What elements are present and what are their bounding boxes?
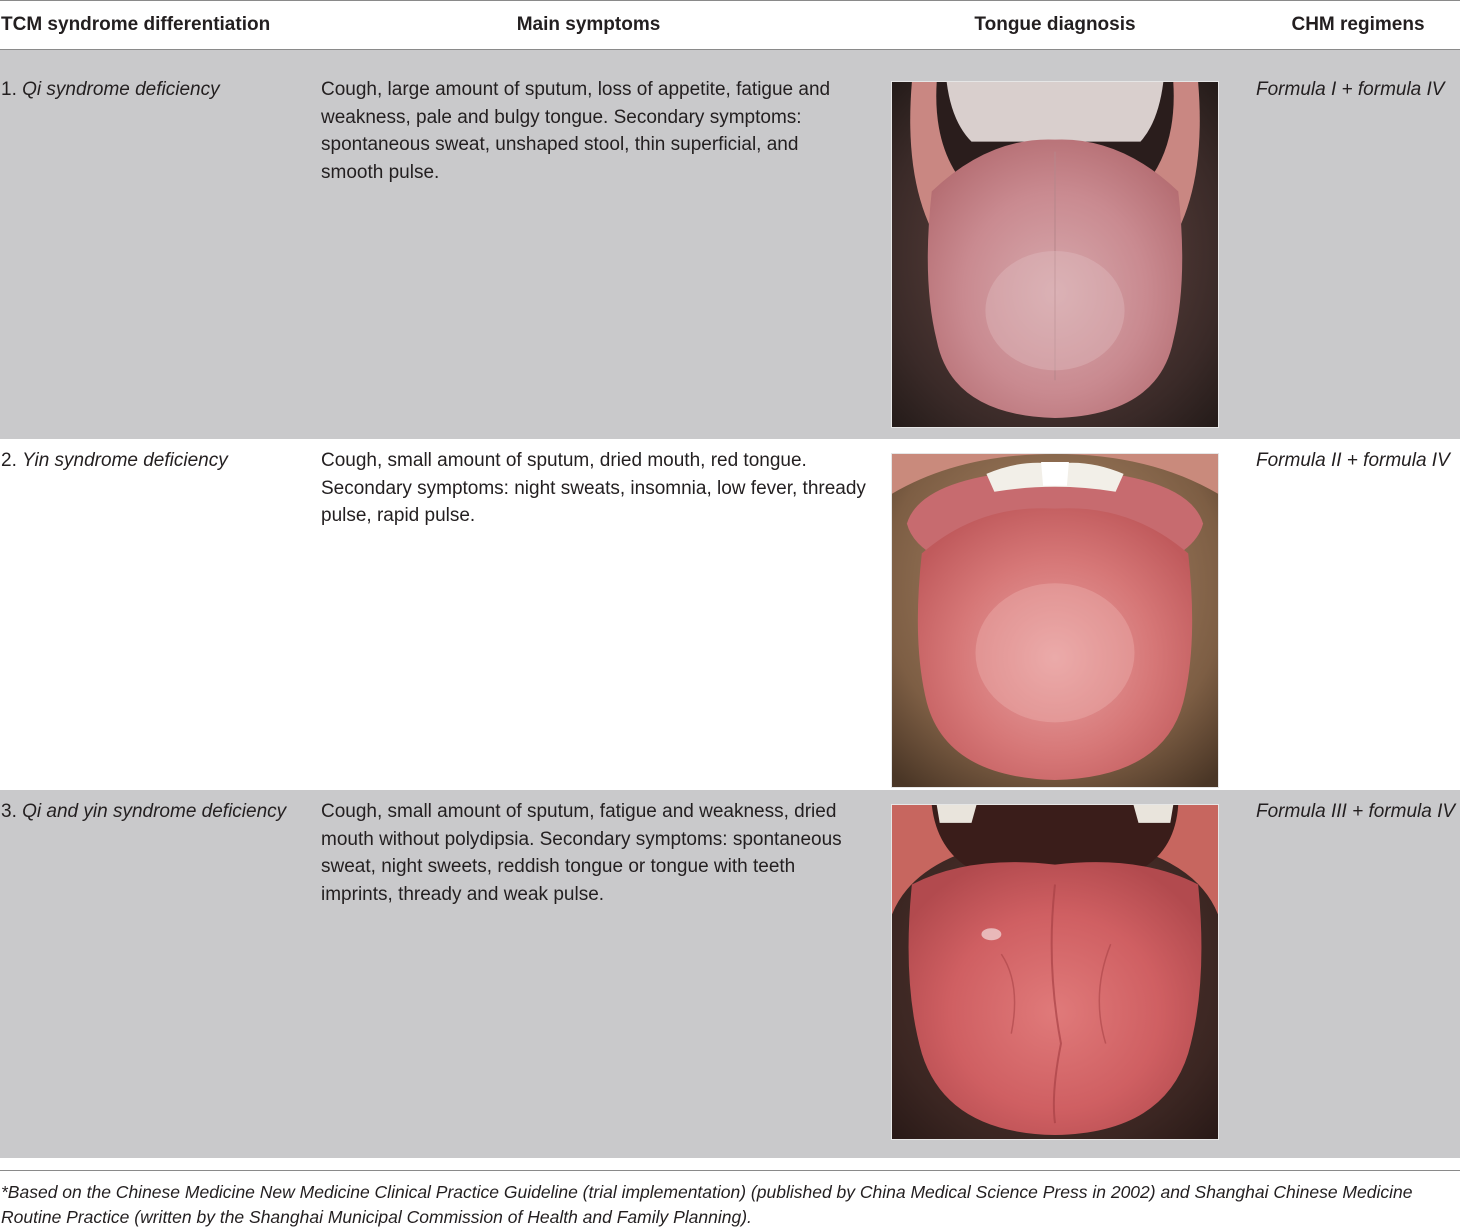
symptoms-cell: Cough, small amount of sputum, dried mouth, red tongue. Secondary symptoms: night sweats, insomnia, low fever, thready pulse, rapid pulse.	[321, 450, 866, 526]
header-tongue: Tongue diagnosis	[974, 14, 1136, 35]
tongue-photo-pale	[891, 81, 1219, 428]
table-row	[0, 50, 1460, 439]
table-footnote: *Based on the Chinese Medicine New Medicine Clinical Practice Guideline (trial implementation) (published by China Medical Science Press in 2002) and Shanghai Chinese Medicine Routine Practice (written by the Shanghai Municipal Commission of Health and Family Planning).	[1, 1182, 1413, 1227]
symptoms-cell: Cough, small amount of sputum, fatigue and weakness, dried mouth without polydipsia. Secondary symptoms: spontaneous sweat, night sweets, reddish tongue or tongue with teeth imprints, thready and weak pulse.	[321, 801, 842, 905]
symptoms-cell: Cough, large amount of sputum, loss of appetite, fatigue and weakness, pale and bulgy tongue. Secondary symptoms: spontaneous sweat, unshaped stool, thin superficial, and smooth pulse.	[321, 79, 831, 183]
header-symptoms: Main symptoms	[516, 14, 661, 35]
syndrome-cell: 3. Qi and yin syndrome deficiency	[1, 801, 287, 822]
header-regimens: CHM regimens	[1291, 14, 1425, 35]
syndrome-cell: 1. Qi syndrome deficiency	[1, 79, 220, 100]
regimen-cell: Formula III + formula IV	[1256, 801, 1456, 822]
syndrome-cell: 2. Yin syndrome deficiency	[1, 450, 228, 471]
header-syndrome: TCM syndrome differentiation	[1, 14, 271, 35]
tongue-photo-red	[891, 453, 1219, 788]
regimen-cell: Formula I + formula IV	[1256, 79, 1445, 100]
table-bottom-rule	[0, 1170, 1460, 1171]
regimen-cell: Formula II + formula IV	[1256, 450, 1450, 471]
table-row	[0, 439, 1460, 790]
table-row	[0, 790, 1460, 1158]
tongue-photo-reddish	[891, 804, 1219, 1140]
